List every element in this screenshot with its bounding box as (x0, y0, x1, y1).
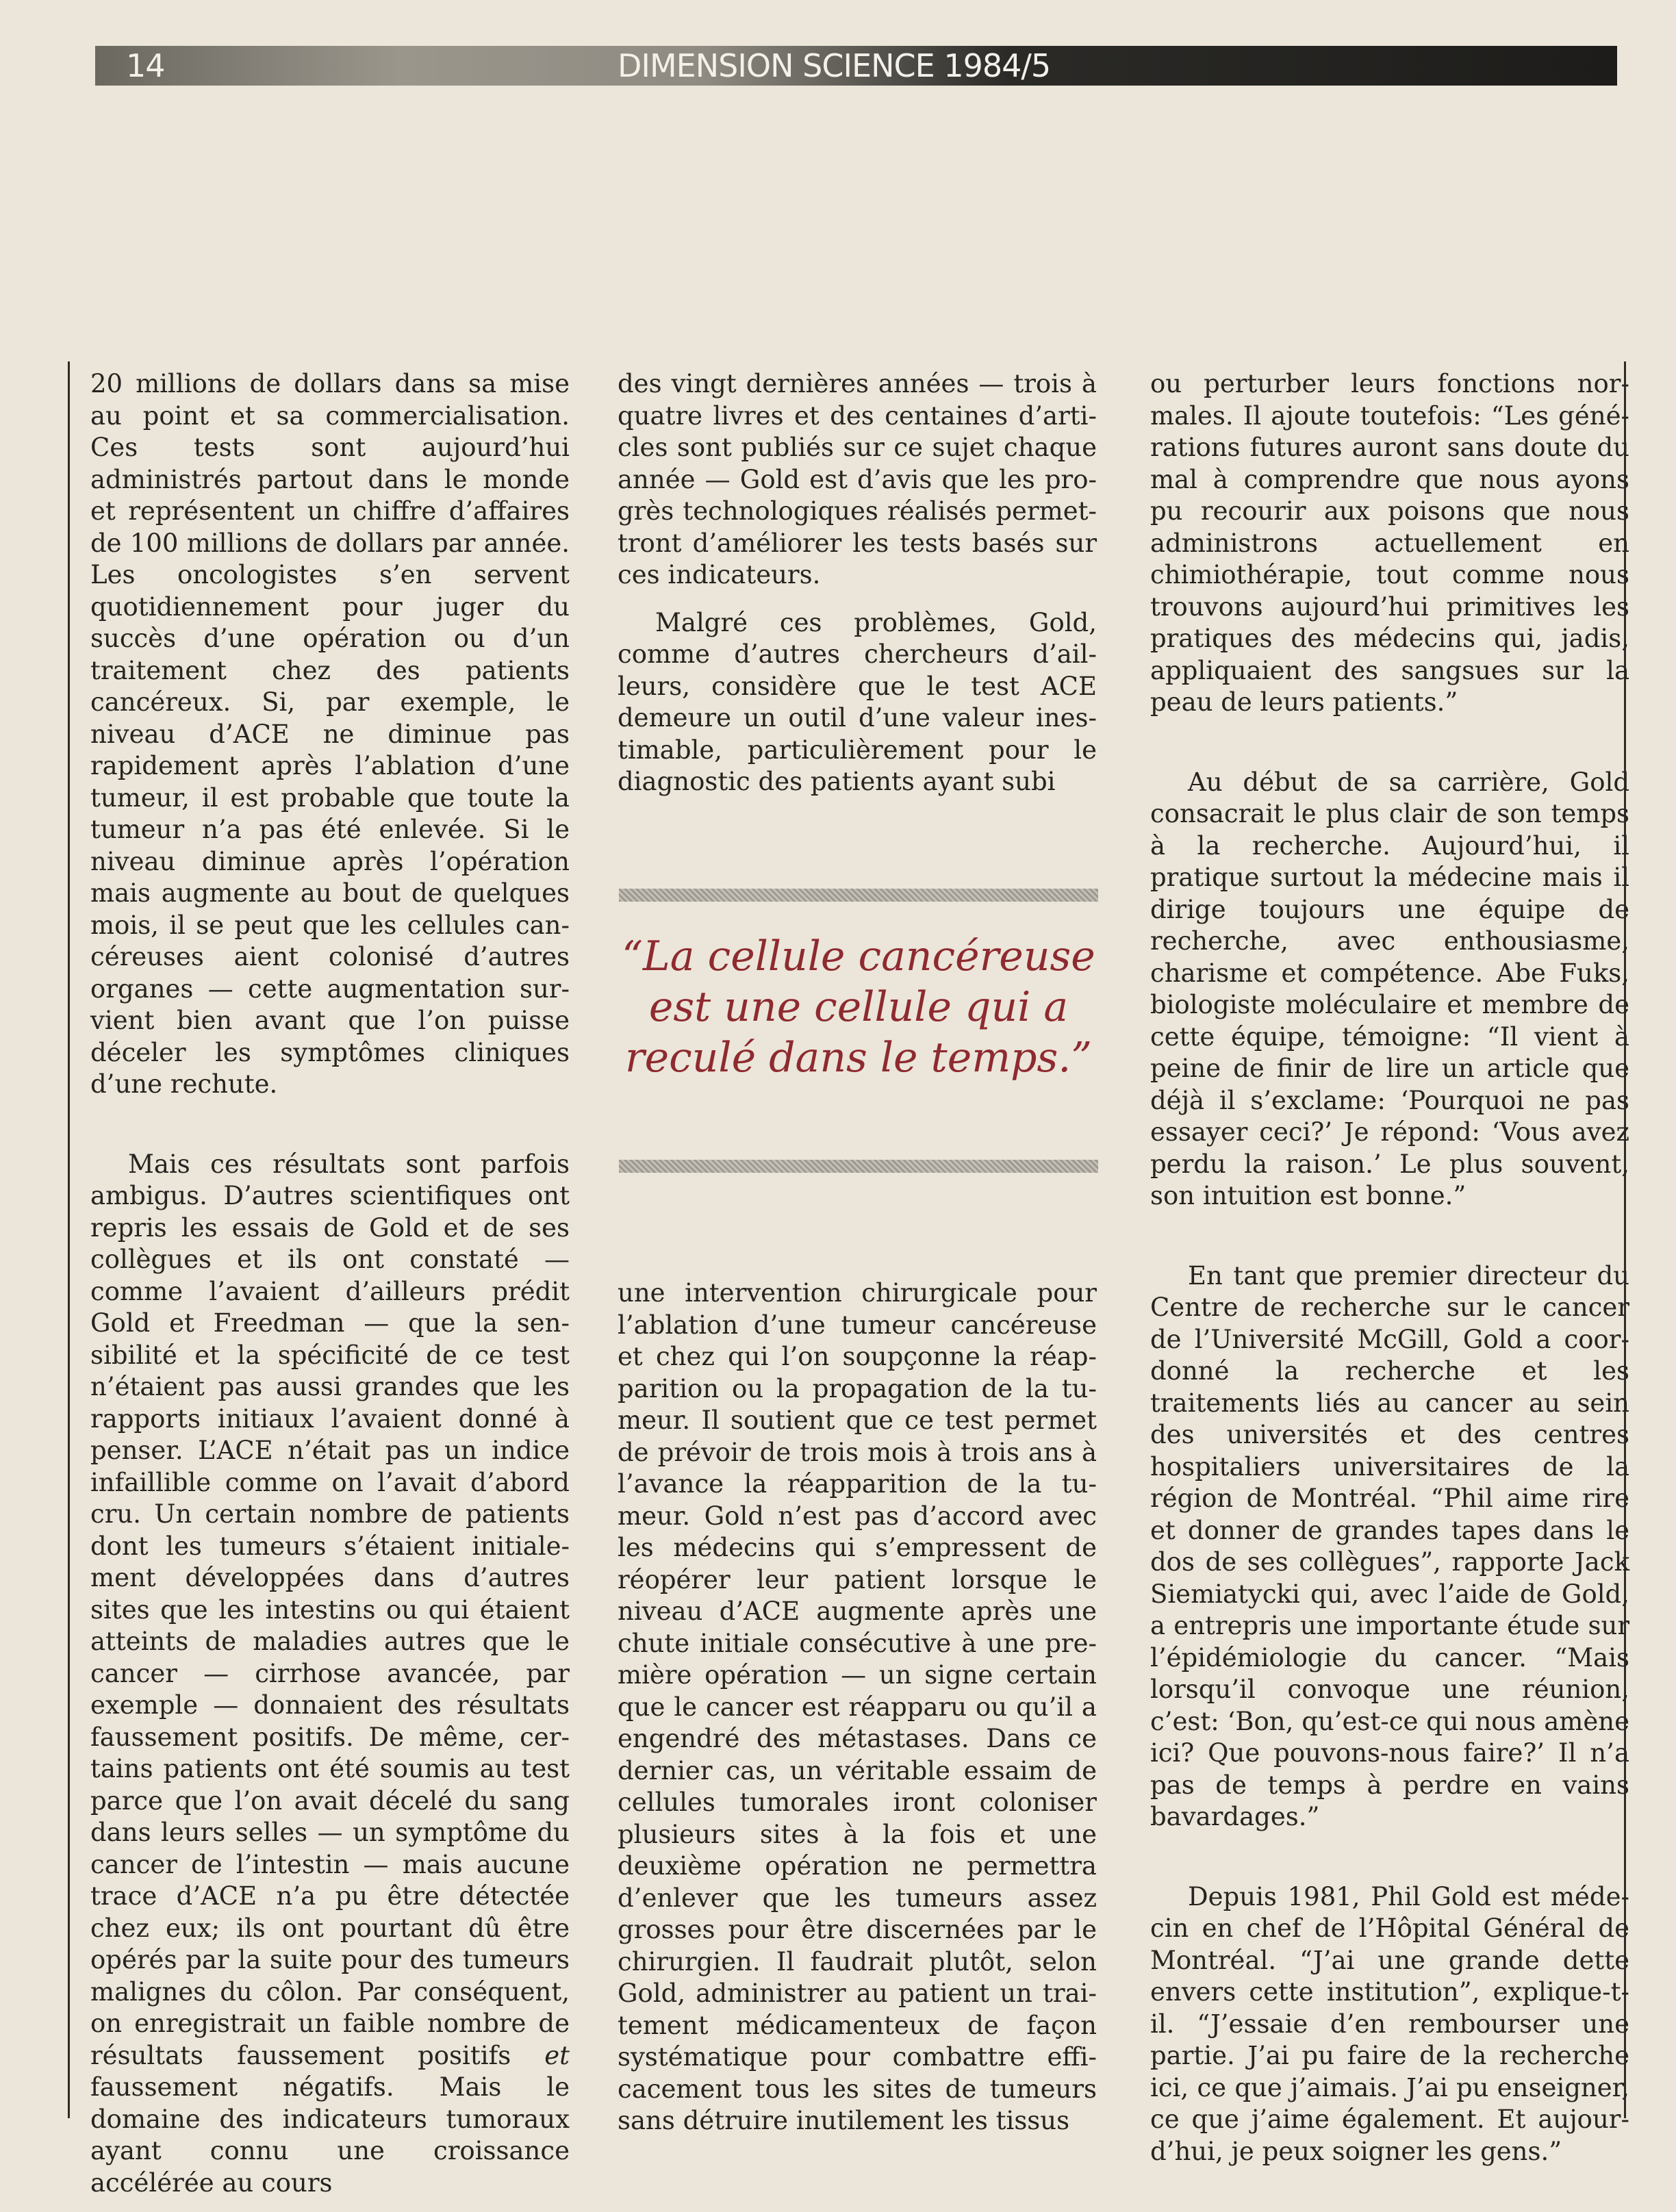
pull-quote-top-bar (619, 889, 1098, 902)
paragraph: ou perturber leurs fonctions normales. Il ajoute toutefois: “Les générations futures auront sans doute du mal à comprendre que nous ayons pu recourir aux poisons que nous administrons actuellement en chimiothérapie, tout comme nous trouvons aujourd’hui primitives les pratiques des médecins qui, jadis, appliquaient des sangsues sur la peau de leurs patients.” (1150, 369, 1629, 717)
running-title: DIMENSION SCIENCE 1984/5 (618, 47, 1051, 84)
paragraph-text: Mais ces résultats sont parfois ambigus. D’autres scientifiques ont repris les essais de Gold et de ses collègues et ils ont constaté — comme l’avaient d’ailleurs prédit Gold et Freedman — que la sensibilité et la spécificité de ce test n’étaient pas aussi grandes que les rapports initiaux l’avaient donné à penser. L’ACE n’était pas un indice infaillible comme on l’avait d’abord cru. Un certain nombre de patients dont les tumeurs s’étaient initialement développées dans d’autres sites que les intestins ou qui étaient atteints de maladies autres que le cancer — cirrhose avancée, par exemple — donnaient des résultats faussement positifs. De même, certains patients ont été soumis au test parce que l’on avait décelé du sang dans leurs selles — un symptôme du cancer de l’intestin — mais aucune trace d’ACE n’a pu être détectée chez eux; ils ont pourtant dû être opérés par la suite pour des tumeurs malignes du côlon. Par conséquent, on enregistrait un faible nombre de résultats faussement positifs (90, 1149, 570, 2070)
left-column-rule (68, 361, 70, 2118)
column-2-top (618, 368, 1097, 798)
emphasis: et (544, 2040, 570, 2070)
pull-quote-text: “La cellule cancéreuse est une cellule qui a reculé dans le temps.” (622, 932, 1095, 1082)
pull-quote-bottom-bar (619, 1160, 1098, 1173)
paragraph (90, 1149, 570, 2200)
paragraph: des vingt dernières années — trois à quatre livres et des centaines d’articles sont publiés sur ce sujet chaque année — Gold est d’avis que les progrès technologiques réalisés permettront d’améliorer les tests basés sur ces indicateurs. (618, 369, 1097, 589)
page-number: 14 (126, 47, 165, 84)
paragraph: Malgré ces problèmes, Gold, comme d’autres chercheurs d’ailleurs, considère que le test ACE demeure un outil d’une valeur inestimable, particulièrement pour le diagnostic des patients ayant subi (618, 607, 1097, 796)
paragraph: une intervention chirurgicale pour l’ablation d’une tumeur cancéreuse et chez qui l’on soupçonne la réapparition ou la propagation de la tumeur. Il soutient que ce test permet de prévoir de trois mois à trois ans à l’avance la réapparition de la tumeur. Gold n’est pas d’accord avec les médecins qui s’empressent de réopérer leur patient lorsque le niveau d’ACE augmente après une chute initiale consécutive à une première opération — un signe certain que le cancer est réapparu ou qu’il a engendré des métastases. Dans ce dernier cas, un véritable essaim de cellules tumorales iront coloniser plusieurs sites à la fois et une deuxième opération ne permettra d’enlever que les tumeurs assez grosses pour être discernées par le chirurgien. Il faudrait plutôt, selon Gold, administrer au patient un traitement médicamenteux de façon systématique pour combattre efficacement tous les sites de tumeurs sans détruire inutilement les tissus (618, 1278, 1097, 2135)
paragraph: 20 millions de dollars dans sa mise au point et sa commercialisation. Ces tests sont aujourd’hui administrés partout dans le monde et représentent un chiffre d’affaires de 100 millions de dollars par année. Les oncologistes s’en servent quotidiennement pour juger du succès d’une opération ou d’un traitement chez des patients cancéreux. Si, par exemple, le niveau d’ACE ne diminue pas rapidement après l’ablation d’une tumeur, il est probable que toute la tumeur n’a pas été enlevée. Si le niveau diminue après l’opération mais augmente au bout de quelques mois, il se peut que les cellules cancéreuses aient colonisé d’autres organes — cette augmentation survient bien avant que l’on puisse déceler les symptômes cliniques d’une rechute. (90, 369, 570, 1099)
paragraph: Depuis 1981, Phil Gold est médecin en chef de l’Hôpital Général de Montréal. “J’ai une grande dette envers cette institution”, explique-t-il. “J’essaie d’en rembourser une partie. J’ai pu faire de la recherche ici, ce que j’aimais. J’ai pu enseigner, ce que j’aime également. Et aujourd’hui, je peux soigner les gens.” (1150, 1881, 1629, 2166)
paragraph: En tant que premier directeur du Centre de recherche sur le cancer de l’Université McGill, Gold a coordonné la recherche et les traitements liés au cancer au sein des universités et des centres hospitaliers universitaires de la région de Montréal. “Phil aime rire et donner de grandes tapes dans le dos de ses collègues”, rapporte Jack Siemiatycki qui, avec l’aide de Gold, a entrepris une importante étude sur l’épidémiologie du cancer. “Mais lorsqu’il convoque une réunion, c’est: ‘Bon, qu’est-ce qui nous amène ici? Que pouvons-nous faire?’ Il n’a pas de temps à perdre en vains bavardages.” (1150, 1260, 1629, 1831)
paragraph-text: faussement négatifs. Mais le domaine des indicateurs tumoraux ayant connu une croissance accélérée au cours (90, 2072, 570, 2198)
pull-quote (619, 889, 1098, 1175)
column-3 (1150, 368, 1629, 2167)
column-2-bottom (618, 1277, 1097, 2137)
column-1 (90, 368, 570, 2199)
paragraph: Au début de sa carrière, Gold consacrait le plus clair de son temps à la recherche. Aujourd’hui, il pratique surtout la médecine mais il dirige toujours une équipe de recherche, avec enthousiasme, charisme et compétence. Abe Fuks, biologiste moléculaire et membre de cette équipe, témoigne: “Il vient à peine de finir de lire un article que déjà il s’exclame: ‘Pourquoi ne pas essayer ceci?’ Je répond: ‘Vous avez perdu la raison.’ Le plus souvent, son intuition est bonne.” (1150, 767, 1629, 1210)
